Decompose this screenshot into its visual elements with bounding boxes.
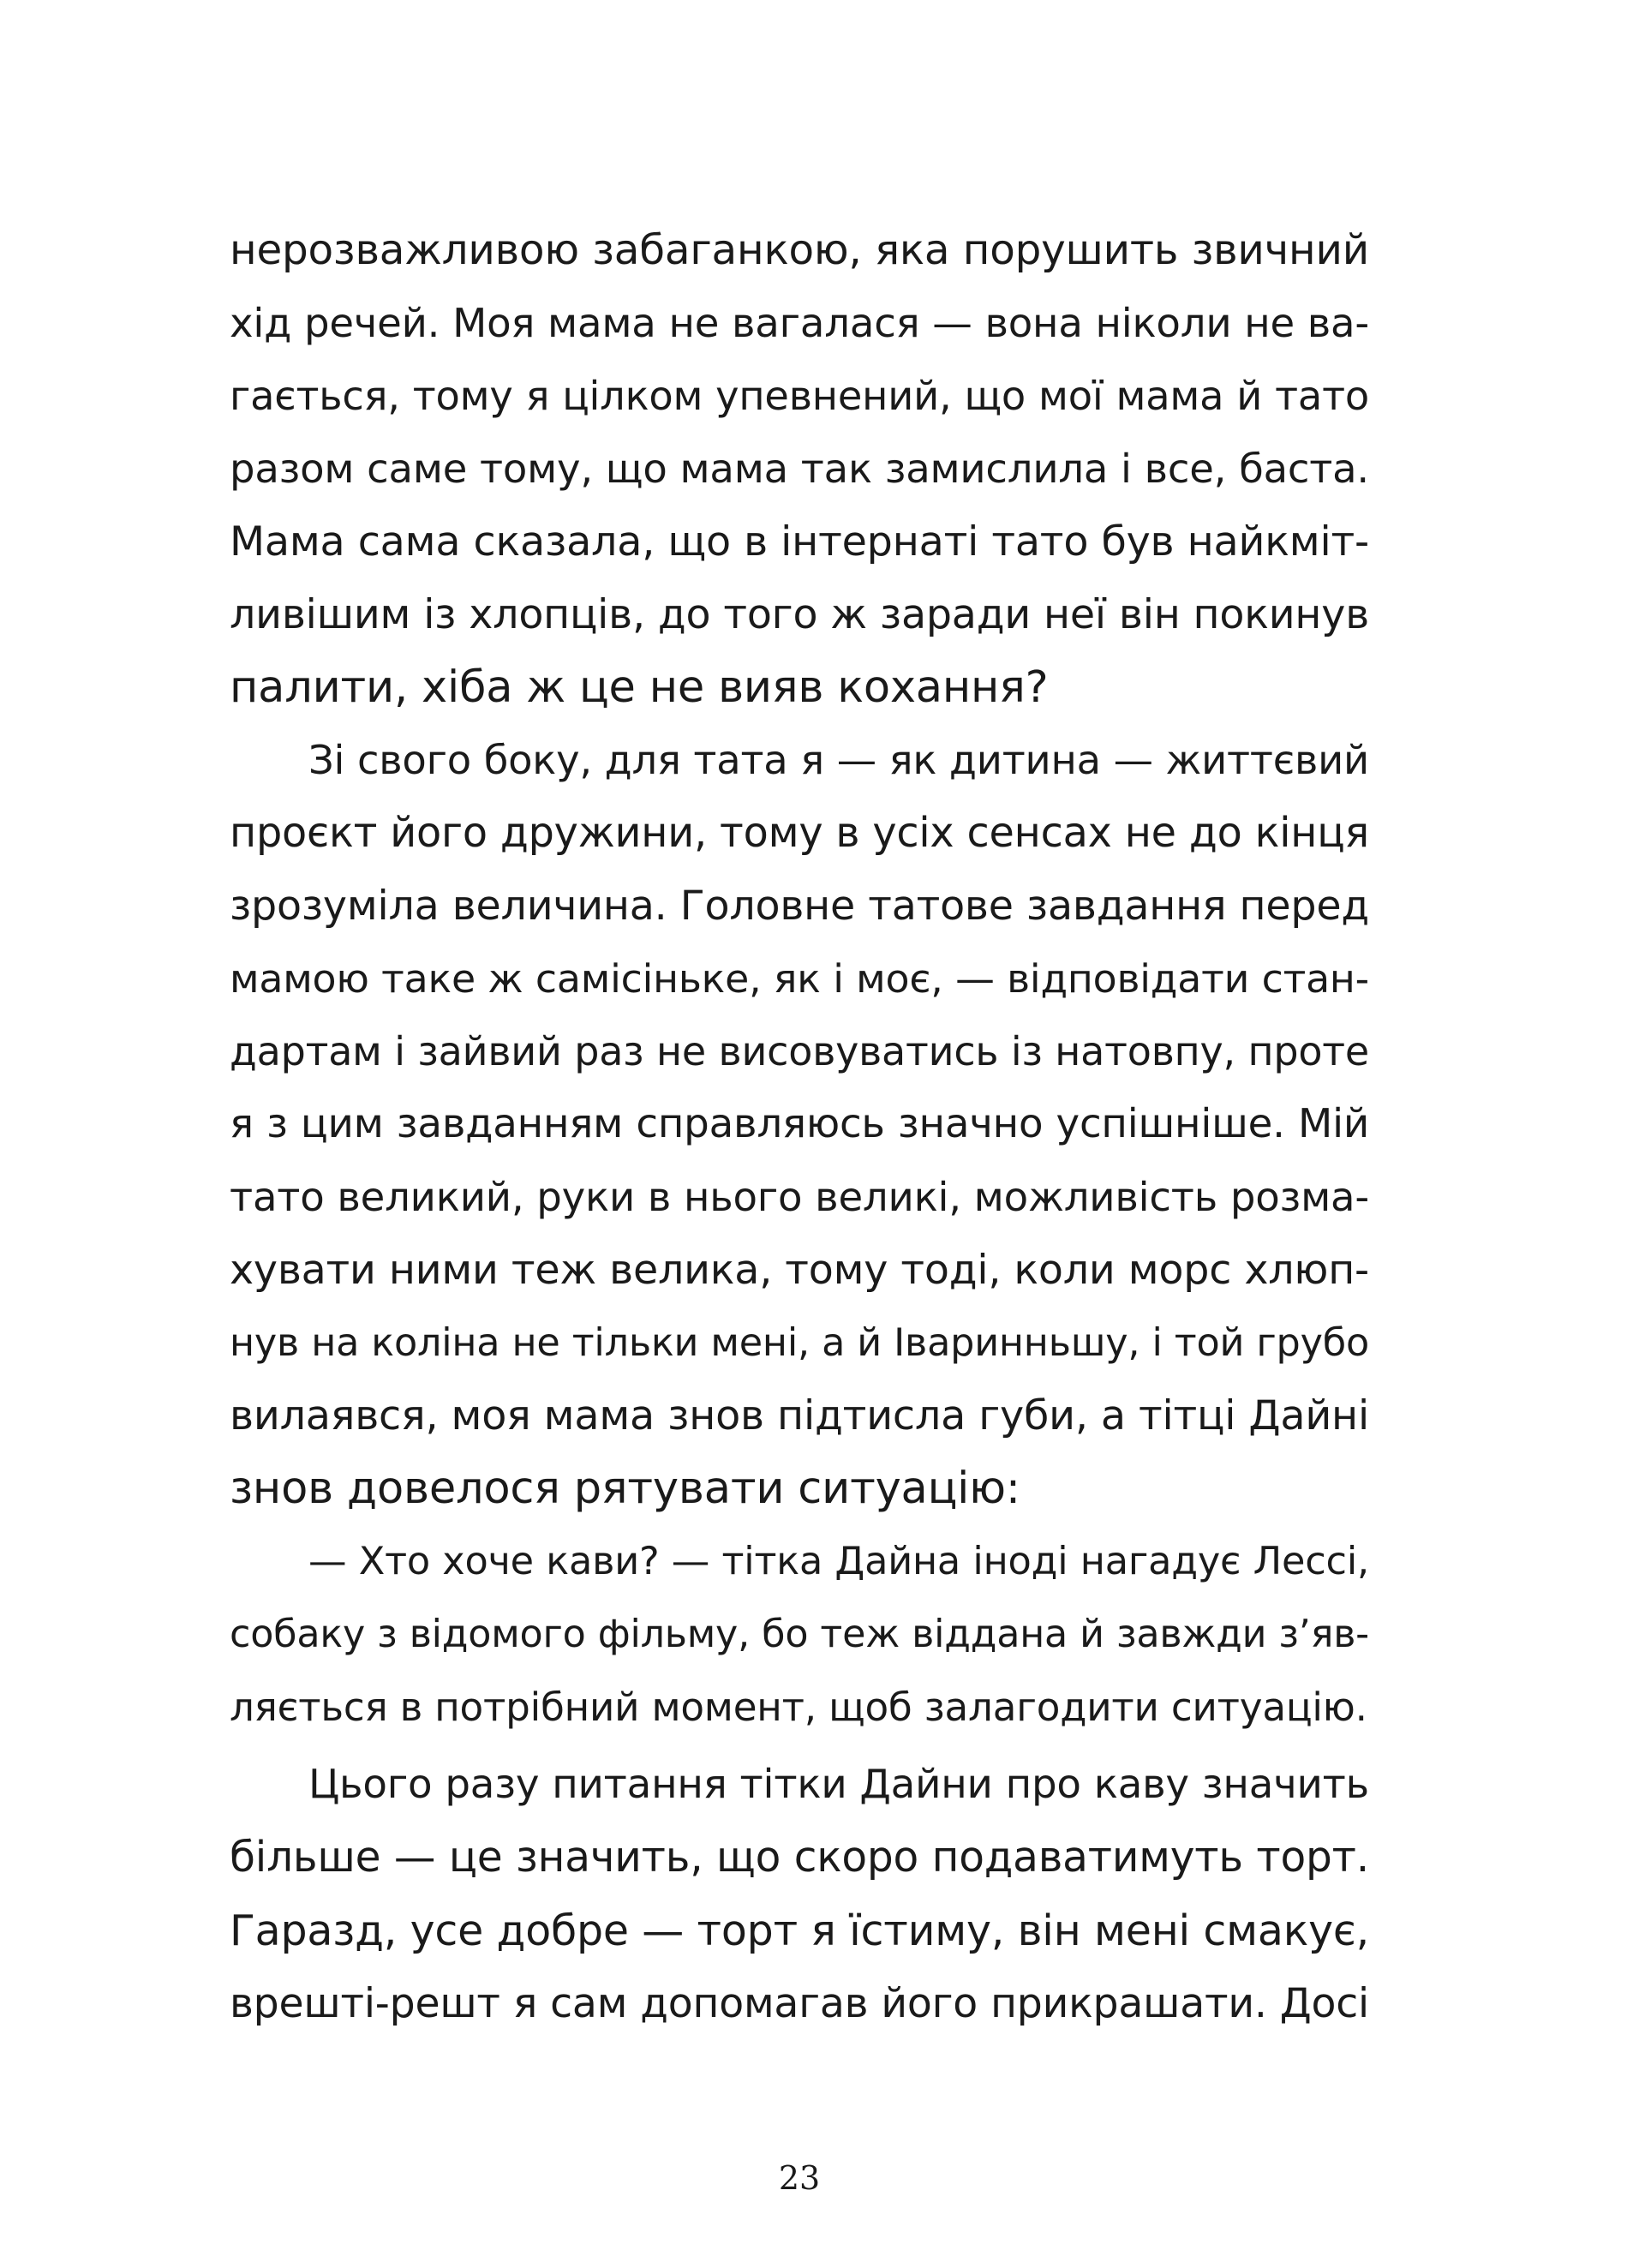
text-line: Гаразд, усе добре — торт я їстиму, він мені смакує, [230,1906,1369,1955]
text-line: тато великий, руки в нього великі, можливість розма- [230,1174,1369,1220]
body-text [230,214,1369,2040]
text-line: нерозважливою забаганкою, яка порушить звичний [230,226,1369,274]
text-line: Мама сама сказала, що в інтернаті тато був найкміт- [230,518,1369,566]
text-line: гається, тому я цілком упевнений, що мої мама й тато [230,373,1369,419]
text-line: проєкт його дружини, тому в усіх сенсах не до кінця [230,810,1369,857]
text-line: собаку з відомого фільму, бо теж віддана й завжди з’яв- [230,1613,1369,1656]
page-number: 23 [778,2159,821,2197]
text-line: ливішим із хлопців, до того ж заради неї він покинув [230,591,1369,638]
text-line: врешті-решт я сам допомагав його прикрашати. Досі [230,1980,1369,2027]
text-line: я з цим завданням справляюсь значно успішніше. Мій [230,1101,1369,1147]
text-line: знов довелося рятувати ситуацію: [230,1463,1020,1514]
text-line: більше — це значить, що скоро подаватимуть торт. [230,1834,1369,1882]
text-line: хід речей. Моя мама не вагалася — вона ніколи не ва- [230,300,1369,346]
text-line: хувати ними теж велика, тому тоді, коли морс хлюп- [230,1247,1369,1294]
text-line: вилаявся, моя мама знов підтисла губи, а тітці Дайні [230,1392,1369,1439]
text-line: Цього разу питання тітки Дайни про каву значить [308,1762,1369,1808]
text-line: — Хто хоче кави? — тітка Дайна іноді нагадує Лессі, [308,1539,1369,1583]
text-line: Зі свого боку, для тата я — як дитина — життєвий [308,737,1369,783]
text-line: ляється в потрібний момент, щоб залагодити ситуацію. [230,1685,1367,1730]
text-line: дартам і зайвий раз не висовуватись із натовпу, проте [230,1028,1369,1074]
text-line: нув на коліна не тільки мені, а й Іваринньшу, і той грубо [230,1321,1369,1365]
text-line: мамою таке ж самісіньке, як і моє, — відповідати стан- [230,955,1369,1002]
text-line: разом саме тому, що мама так замислила і все, баста. [230,446,1369,492]
text-line: зрозуміла величина. Головне татове завдання перед [230,883,1369,930]
text-line: палити, хіба ж це не вияв кохання? [230,662,1049,713]
